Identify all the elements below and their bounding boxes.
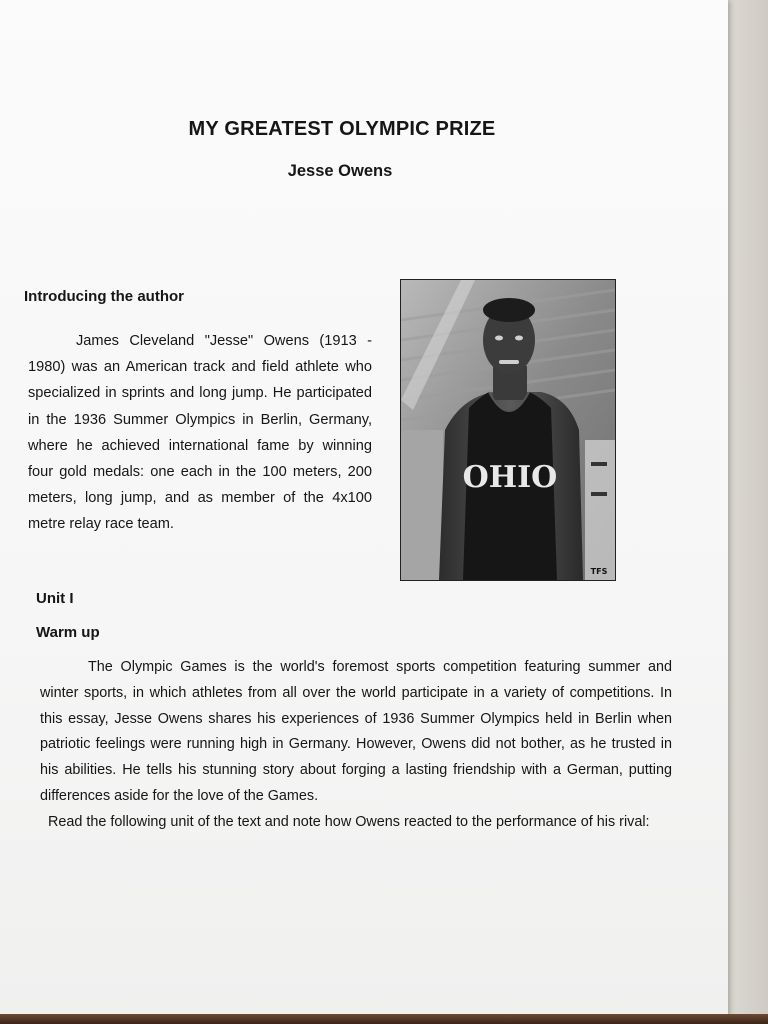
warm-up-paragraph: The Olympic Games is the world's foremost sports competition featuring summer and winter sports, in which athletes from all over the world participate in a variety of competitions. In this essay, Jesse Owens shares his experiences of 1936 Summer Olympics held in Berlin when patriotic feelings were running high in Germany. However, Owens did not bother, as he trusted in his abilities. He tells his stunning story about forging a lasting friendship with a German, putting differences aside for the love of the Games.: [40, 659, 672, 804]
introducing-author-heading: Introducing the author: [24, 288, 184, 305]
author-bio-paragraph: James Cleveland "Jesse" Owens (1913 - 1980) was an American track and field athlete who specialized in sprints and long jump. He participated in the 1936 Summer Olympics in Berlin, Germany, where he achieved international fame by winning four gold medals: one each in the 100 meters, 200 meters, long jump, and as member of the 4x100 metre relay race team.: [28, 333, 372, 533]
reading-instruction: Read the following unit of the text and note how Owens reacted to the performance of his rival:: [48, 813, 650, 830]
warm-up-body: [40, 655, 672, 836]
author-bio: [28, 328, 372, 538]
warm-up-heading: Warm up: [36, 624, 100, 641]
book-edge: [0, 1014, 768, 1024]
photo-credit: TFS: [590, 567, 608, 576]
chapter-title: MY GREATEST OLYMPIC PRIZE: [188, 118, 496, 140]
author-photo: [400, 279, 616, 581]
author-photo-illustration: [401, 280, 615, 580]
background-surface: [728, 0, 768, 1024]
unit-heading: Unit I: [36, 590, 74, 607]
chapter-author: Jesse Owens: [287, 162, 393, 180]
jersey-lettering: OHIO: [462, 460, 558, 495]
